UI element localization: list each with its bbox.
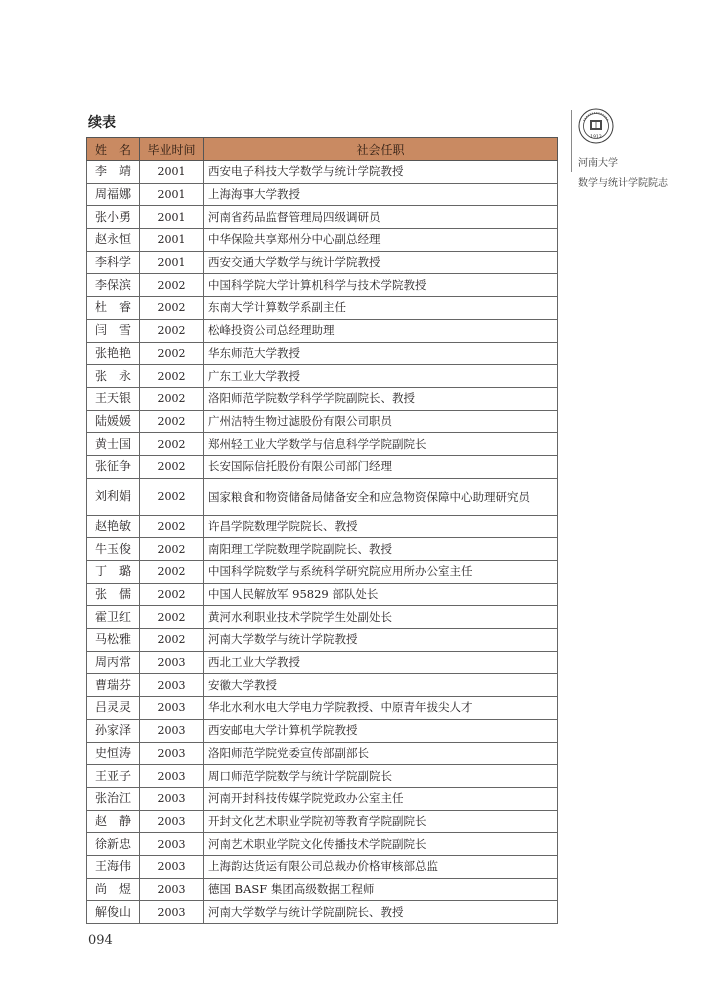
- social-position: 中华保险共享郑州分中心副总经理: [204, 229, 558, 252]
- social-position: 洛阳师范学院数学科学学院副院长、教授: [204, 387, 558, 410]
- alumni-name: 杜 睿: [87, 297, 140, 320]
- alumni-name: 孙家泽: [87, 719, 140, 742]
- graduation-year: 2003: [140, 674, 204, 697]
- alumni-name: 刘利娟: [87, 478, 140, 515]
- social-position: 东南大学计算数学系副主任: [204, 297, 558, 320]
- social-position: 河南艺术职业学院文化传播技术学院副院长: [204, 833, 558, 856]
- alumni-name: 王海伟: [87, 855, 140, 878]
- table-row: [87, 878, 558, 901]
- social-position: 上海韵达货运有限公司总裁办价格审核部总监: [204, 855, 558, 878]
- table-row: [87, 810, 558, 833]
- alumni-name: 闫 雪: [87, 319, 140, 342]
- alumni-name: 丁 璐: [87, 561, 140, 584]
- table-row: [87, 478, 558, 515]
- graduation-year: 2002: [140, 606, 204, 629]
- graduation-year: 2002: [140, 410, 204, 433]
- graduation-year: 2003: [140, 810, 204, 833]
- alumni-name: 曹瑞芬: [87, 674, 140, 697]
- graduation-year: 2001: [140, 161, 204, 184]
- social-position: 河南大学数学与统计学院副院长、教授: [204, 901, 558, 924]
- social-position: 松峰投资公司总经理助理: [204, 319, 558, 342]
- sidebar-book-title: 数学与统计学院院志: [578, 178, 668, 189]
- graduation-year: 2002: [140, 455, 204, 478]
- graduation-year: 2002: [140, 583, 204, 606]
- table-row: [87, 274, 558, 297]
- table-row: [87, 561, 558, 584]
- graduation-year: 2003: [140, 697, 204, 720]
- table-row: [87, 297, 558, 320]
- social-position: 周口师范学院数学与统计学院副院长: [204, 765, 558, 788]
- social-position: 国家粮食和物资储备局储备安全和应急物资保障中心助理研究员: [204, 478, 558, 515]
- alumni-name: 赵艳敏: [87, 515, 140, 538]
- graduation-year: 2003: [140, 901, 204, 924]
- table-row: [87, 183, 558, 206]
- table-row: [87, 515, 558, 538]
- alumni-name: 周丙常: [87, 651, 140, 674]
- social-position: 上海海事大学教授: [204, 183, 558, 206]
- alumni-name: 王亚子: [87, 765, 140, 788]
- sidebar-divider: [571, 110, 572, 172]
- table-row: [87, 674, 558, 697]
- graduation-year: 2003: [140, 833, 204, 856]
- university-seal-icon: [578, 108, 614, 144]
- alumni-name: 徐新忠: [87, 833, 140, 856]
- table-row: [87, 606, 558, 629]
- table-row: [87, 651, 558, 674]
- social-position: 中国科学院数学与系统科学研究院应用所办公室主任: [204, 561, 558, 584]
- alumni-name: 张征争: [87, 455, 140, 478]
- alumni-table: [86, 137, 558, 924]
- social-position: 河南省药品监督管理局四级调研员: [204, 206, 558, 229]
- graduation-year: 2001: [140, 206, 204, 229]
- graduation-year: 2002: [140, 297, 204, 320]
- graduation-year: 2003: [140, 855, 204, 878]
- table-row: [87, 161, 558, 184]
- table-row: [87, 251, 558, 274]
- alumni-name: 赵 静: [87, 810, 140, 833]
- graduation-year: 2002: [140, 478, 204, 515]
- table-row: [87, 229, 558, 252]
- graduation-year: 2002: [140, 433, 204, 456]
- alumni-name: 马松雅: [87, 629, 140, 652]
- table-row: [87, 629, 558, 652]
- graduation-year: 2001: [140, 251, 204, 274]
- graduation-year: 2003: [140, 742, 204, 765]
- social-position: 河南大学数学与统计学院教授: [204, 629, 558, 652]
- table-row: [87, 410, 558, 433]
- social-position: 西安邮电大学计算机学院教授: [204, 719, 558, 742]
- social-position: 西安电子科技大学数学与统计学院教授: [204, 161, 558, 184]
- alumni-name: 陆媛媛: [87, 410, 140, 433]
- alumni-name: 李保滨: [87, 274, 140, 297]
- graduation-year: 2003: [140, 878, 204, 901]
- social-position: 华北水利水电大学电力学院教授、中原青年拔尖人才: [204, 697, 558, 720]
- alumni-name: 霍卫红: [87, 606, 140, 629]
- alumni-name: 张 儒: [87, 583, 140, 606]
- table-row: [87, 538, 558, 561]
- table-row: [87, 901, 558, 924]
- alumni-name: 李 靖: [87, 161, 140, 184]
- social-position: 长安国际信托股份有限公司部门经理: [204, 455, 558, 478]
- table-header-row: [87, 138, 558, 161]
- alumni-name: 张小勇: [87, 206, 140, 229]
- graduation-year: 2002: [140, 387, 204, 410]
- alumni-name: 吕灵灵: [87, 697, 140, 720]
- table-row: [87, 719, 558, 742]
- alumni-name: 周福娜: [87, 183, 140, 206]
- graduation-year: 2001: [140, 183, 204, 206]
- social-position: 安徽大学教授: [204, 674, 558, 697]
- graduation-year: 2003: [140, 787, 204, 810]
- table-row: [87, 855, 558, 878]
- social-position: 河南开封科技传媒学院党政办公室主任: [204, 787, 558, 810]
- social-position: 中国科学院大学计算机科学与技术学院教授: [204, 274, 558, 297]
- table-row: [87, 342, 558, 365]
- social-position: 洛阳师范学院党委宣传部副部长: [204, 742, 558, 765]
- social-position: 西北工业大学教授: [204, 651, 558, 674]
- table-header: [87, 138, 558, 161]
- alumni-name: 解俊山: [87, 901, 140, 924]
- social-position: 西安交通大学数学与统计学院教授: [204, 251, 558, 274]
- table-row: [87, 583, 558, 606]
- table-row: [87, 433, 558, 456]
- header-position: 社会任职: [204, 138, 558, 161]
- table-row: [87, 455, 558, 478]
- social-position: 黄河水利职业技术学院学生处副处长: [204, 606, 558, 629]
- graduation-year: 2003: [140, 765, 204, 788]
- table-row: [87, 697, 558, 720]
- sidebar-university: 河南大学: [578, 158, 618, 169]
- graduation-year: 2002: [140, 629, 204, 652]
- social-position: 中国人民解放军 95829 部队处长: [204, 583, 558, 606]
- graduation-year: 2001: [140, 229, 204, 252]
- alumni-name: 黄士国: [87, 433, 140, 456]
- alumni-name: 张治江: [87, 787, 140, 810]
- table-row: [87, 365, 558, 388]
- table-row: [87, 206, 558, 229]
- graduation-year: 2002: [140, 515, 204, 538]
- table-row: [87, 387, 558, 410]
- social-position: 郑州轻工业大学数学与信息科学学院副院长: [204, 433, 558, 456]
- alumni-name: 赵永恒: [87, 229, 140, 252]
- seal-year: 1912: [590, 135, 602, 140]
- table-row: [87, 787, 558, 810]
- page-number: 094: [88, 933, 113, 948]
- social-position: 南阳理工学院数理学院副院长、教授: [204, 538, 558, 561]
- alumni-name: 牛玉俊: [87, 538, 140, 561]
- graduation-year: 2002: [140, 538, 204, 561]
- graduation-year: 2002: [140, 319, 204, 342]
- alumni-name: 张 永: [87, 365, 140, 388]
- alumni-name: 尚 煜: [87, 878, 140, 901]
- social-position: 许昌学院数理学院院长、教授: [204, 515, 558, 538]
- table-row: [87, 742, 558, 765]
- page-title: 续表: [88, 115, 116, 131]
- table-row: [87, 765, 558, 788]
- graduation-year: 2002: [140, 365, 204, 388]
- graduation-year: 2003: [140, 651, 204, 674]
- social-position: 开封文化艺术职业学院初等教育学院副院长: [204, 810, 558, 833]
- alumni-name: 史恒涛: [87, 742, 140, 765]
- alumni-name: 张艳艳: [87, 342, 140, 365]
- header-name: 姓 名: [87, 138, 140, 161]
- social-position: 广州洁特生物过滤股份有限公司职员: [204, 410, 558, 433]
- header-graduation-year: 毕业时间: [140, 138, 204, 161]
- alumni-name: 李科学: [87, 251, 140, 274]
- social-position: 广东工业大学教授: [204, 365, 558, 388]
- social-position: 德国 BASF 集团高级数据工程师: [204, 878, 558, 901]
- table-row: [87, 319, 558, 342]
- social-position: 华东师范大学教授: [204, 342, 558, 365]
- table-row: [87, 833, 558, 856]
- table-body: [87, 161, 558, 924]
- graduation-year: 2003: [140, 719, 204, 742]
- graduation-year: 2002: [140, 342, 204, 365]
- graduation-year: 2002: [140, 274, 204, 297]
- graduation-year: 2002: [140, 561, 204, 584]
- alumni-name: 王天银: [87, 387, 140, 410]
